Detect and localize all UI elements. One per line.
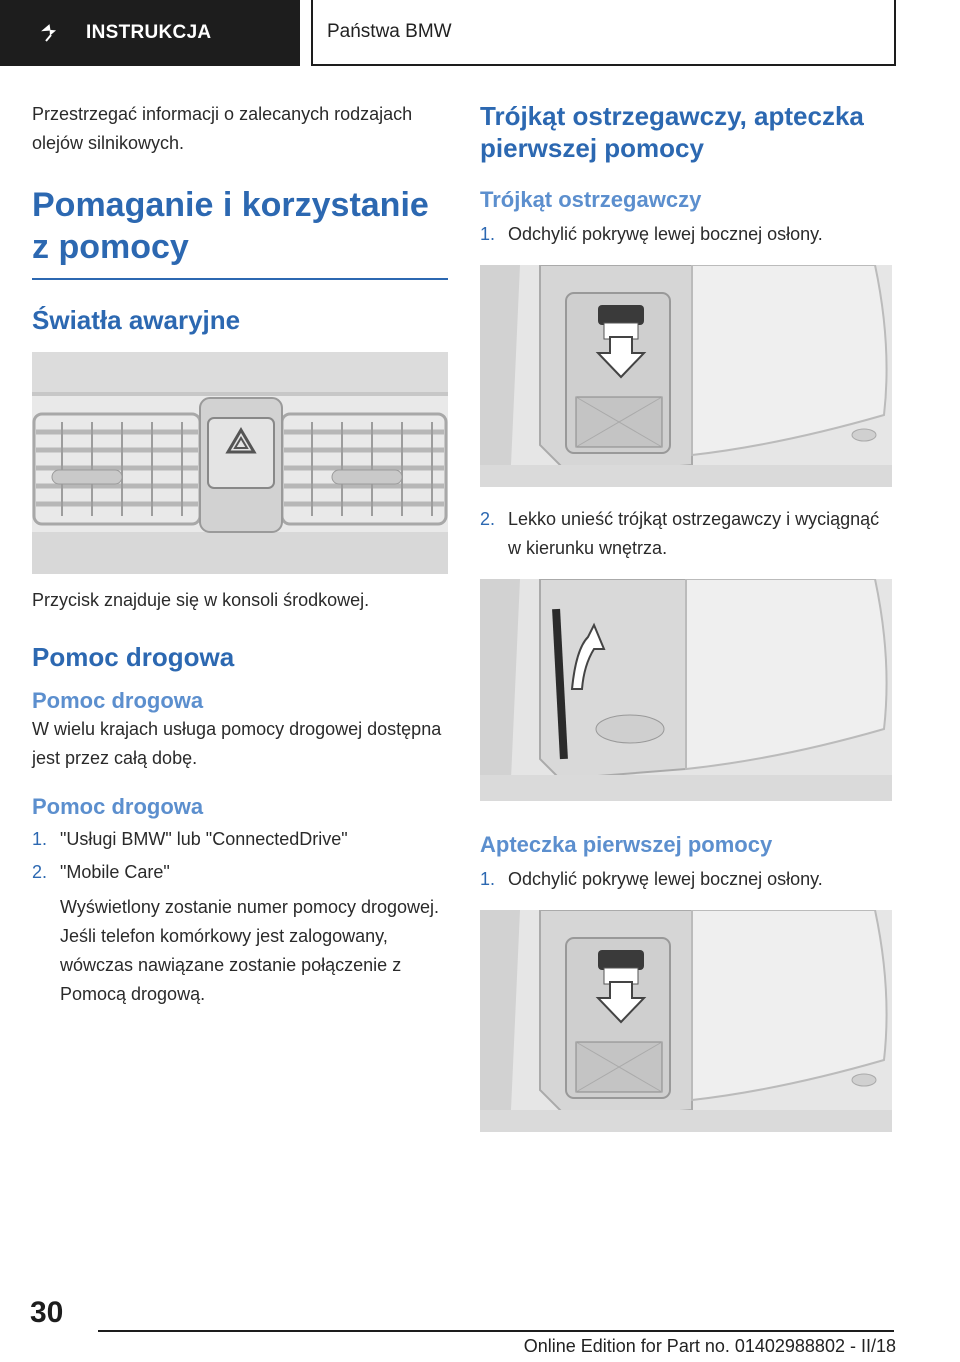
triangle-title: Trójkąt ostrzegawczy bbox=[480, 187, 702, 212]
footer-edition: Online Edition for Part no. 01402988802 - II/18 bbox=[523, 1336, 896, 1356]
main-title: Pomaganie i korzystanie z pomocy bbox=[32, 184, 448, 280]
list-item bbox=[480, 505, 892, 563]
footer-divider bbox=[98, 1330, 894, 1332]
manual-header-tab[interactable] bbox=[0, 0, 300, 66]
step-number: 2. bbox=[480, 509, 496, 529]
list-item bbox=[32, 825, 448, 854]
triangle-removal-illustration bbox=[480, 579, 892, 801]
triangle-steps-b bbox=[480, 505, 892, 563]
firstaid-cover-illustration bbox=[480, 910, 892, 1132]
hazard-lights-title: Światła awaryjne bbox=[32, 305, 241, 335]
right-column bbox=[480, 100, 892, 1132]
list-item bbox=[480, 220, 892, 249]
firstaid-title: Apteczka pierwszej pomocy bbox=[480, 832, 773, 857]
roadside-title: Pomoc drogowa bbox=[32, 642, 235, 672]
step-number: 2. bbox=[32, 862, 48, 882]
left-column bbox=[32, 100, 448, 1009]
page-number: 30 bbox=[30, 1296, 64, 1329]
step-text: "Mobile Care" bbox=[60, 862, 170, 882]
side-panel-cover-illustration bbox=[480, 265, 892, 487]
triangle-steps-a bbox=[480, 220, 892, 249]
header-section-title: INSTRUKCJA bbox=[86, 22, 212, 43]
roadside-text: W wielu krajach usługa pomocy drogowej dostępna jest przez całą dobę. bbox=[32, 719, 442, 768]
step-text: Lekko unieść trójkąt ostrzegawczy i wyciągnąć w kierunku wnętrza. bbox=[508, 509, 880, 558]
step-number: 1. bbox=[480, 869, 496, 889]
hazard-button-illustration bbox=[32, 352, 448, 574]
intro-text: Przestrzegać informacji o zalecanych rodzajach olejów silnikowych. bbox=[32, 104, 413, 153]
header-chapter[interactable] bbox=[311, 0, 896, 66]
roadside-subtitle-2: Pomoc drogowa bbox=[32, 794, 204, 819]
list-item bbox=[32, 858, 448, 887]
header-chapter-title: Państwa BMW bbox=[327, 21, 452, 42]
pin-icon bbox=[40, 21, 66, 45]
hazard-caption: Przycisk znajduje się w konsoli środkowej. bbox=[32, 590, 370, 610]
list-item bbox=[480, 865, 892, 894]
firstaid-steps bbox=[480, 865, 892, 894]
roadside-subtitle-1: Pomoc drogowa bbox=[32, 688, 204, 713]
step-text: Odchylić pokrywę lewej bocznej osłony. bbox=[508, 869, 823, 889]
step-text: "Usługi BMW" lub "ConnectedDrive" bbox=[60, 829, 348, 849]
triangle-firstaid-title: Trójkąt ostrzegawczy, apteczka pierwszej pomocy bbox=[480, 101, 864, 163]
step-text: Odchylić pokrywę lewej bocznej osłony. bbox=[508, 224, 823, 244]
step-number: 1. bbox=[32, 829, 48, 849]
roadside-steps bbox=[32, 825, 448, 887]
roadside-note: Wyświetlony zostanie numer pomocy drogowej. Jeśli telefon komórkowy jest zalogowany, wówczas nawiązane zostanie połączenie z Pomocą drogową. bbox=[60, 897, 440, 1004]
step-number: 1. bbox=[480, 224, 496, 244]
